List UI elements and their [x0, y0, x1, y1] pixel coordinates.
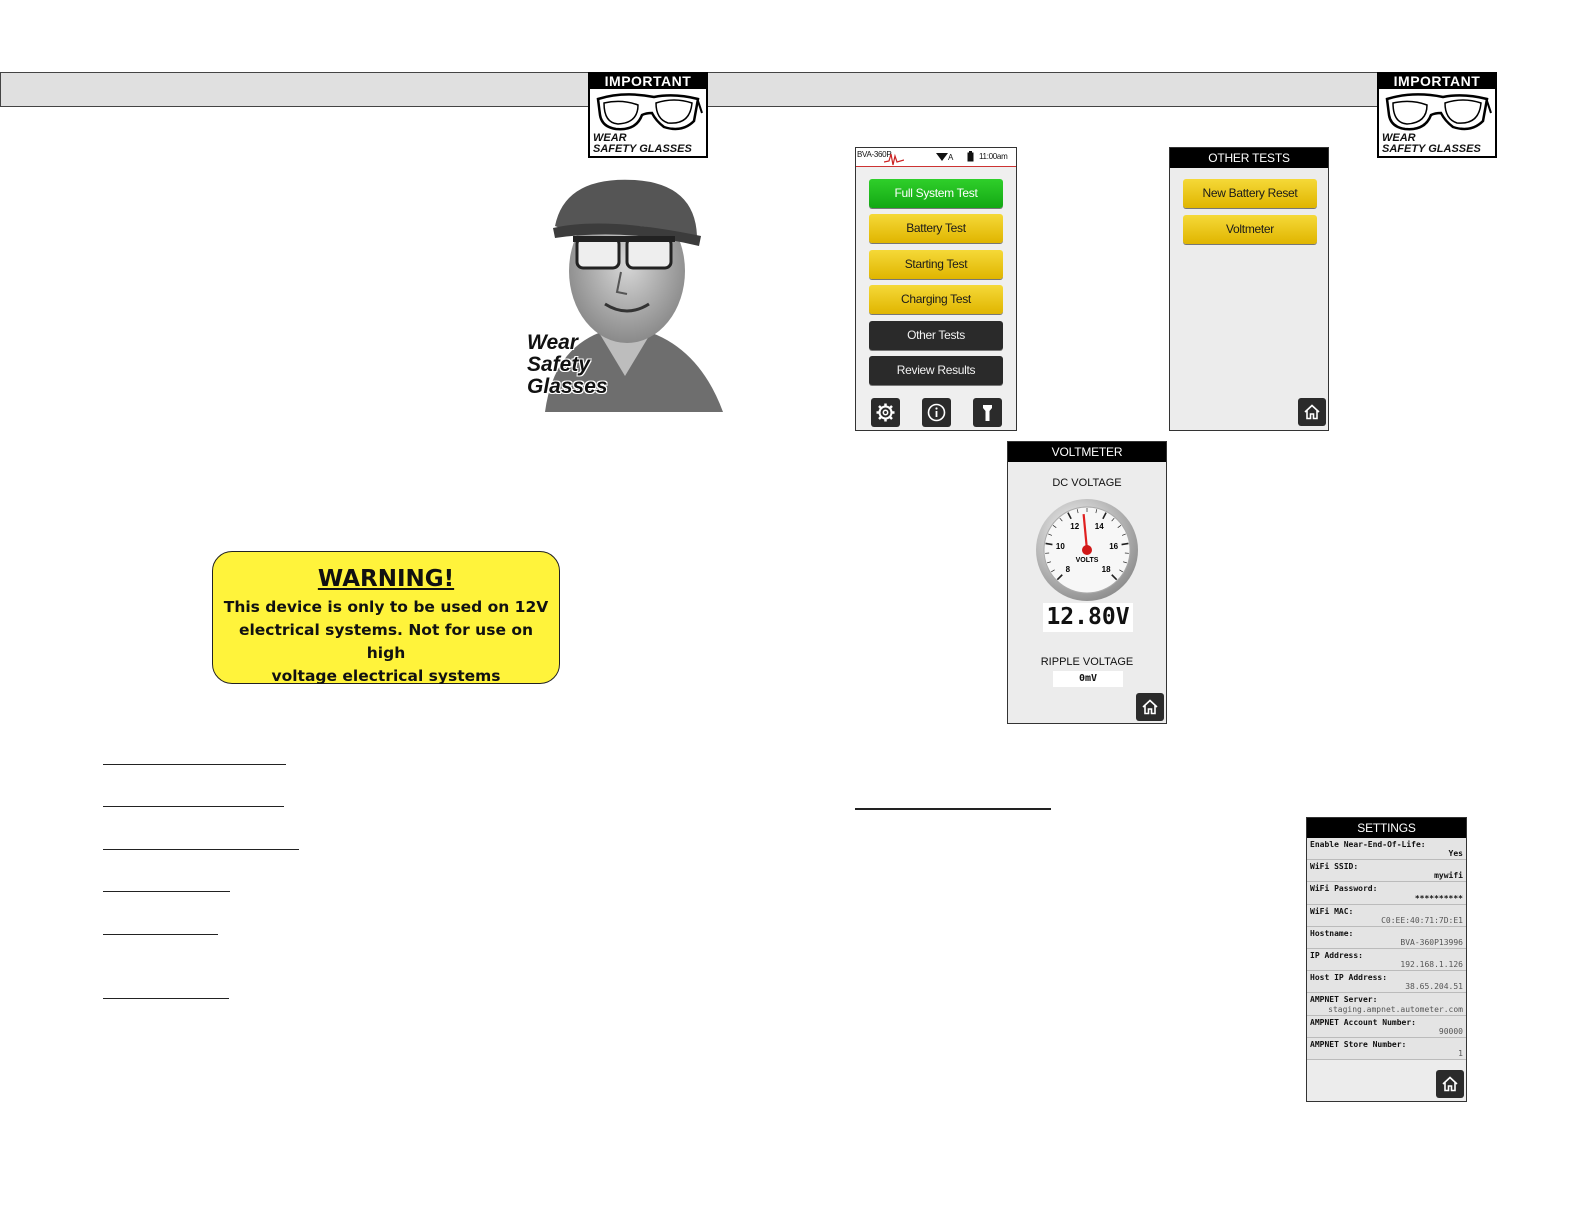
- badge-caption-line2: SAFETY GLASSES: [593, 143, 692, 155]
- badge-caption-line1: WEAR: [593, 132, 627, 144]
- battery-icon: [967, 151, 974, 162]
- voltmeter-button[interactable]: Voltmeter: [1183, 215, 1317, 244]
- badge-caption-line1: WEAR: [1382, 132, 1416, 144]
- heading-underline: [103, 849, 299, 850]
- settings-row-value: **********: [1414, 893, 1463, 903]
- home-button[interactable]: [1136, 693, 1164, 721]
- gear-icon: [875, 402, 896, 423]
- settings-row-value: 90000: [1438, 1026, 1463, 1036]
- settings-row[interactable]: [1307, 1016, 1466, 1038]
- gauge-tick: [1046, 543, 1053, 544]
- wifi-letter: A: [948, 153, 954, 162]
- home-icon: [1441, 1075, 1459, 1093]
- settings-row-label: Enable Near-End-Of-Life:: [1310, 840, 1426, 849]
- settings-row-label: WiFi Password:: [1310, 884, 1378, 894]
- settings-row-value: BVA-360P13996: [1400, 937, 1463, 947]
- settings-row[interactable]: [1307, 927, 1466, 949]
- settings-row-label: Host IP Address:: [1310, 973, 1388, 983]
- settings-row-label: WiFi MAC:: [1310, 906, 1354, 916]
- settings-title: SETTINGS: [1307, 818, 1466, 838]
- safety-glasses-badge: [588, 72, 708, 158]
- settings-row[interactable]: [1307, 882, 1466, 904]
- settings-row[interactable]: [1307, 949, 1466, 971]
- warning-line1: This device is only to be used on 12V: [223, 598, 549, 616]
- settings-row-label: WiFi SSID:: [1310, 862, 1359, 872]
- charging-test-button[interactable]: Charging Test: [869, 285, 1003, 314]
- settings-row-label: IP Address:: [1310, 950, 1363, 960]
- gauge-tick-label: 14: [1094, 521, 1104, 531]
- settings-row[interactable]: [1307, 838, 1466, 860]
- warning-line2: electrical systems. Not for use on high: [238, 621, 534, 662]
- ripple-voltage-value: 0mV: [1053, 671, 1123, 687]
- settings-button[interactable]: [871, 398, 900, 427]
- gauge-tick: [1122, 543, 1129, 544]
- flashlight-button[interactable]: [973, 398, 1002, 427]
- settings-row-value: mywifi: [1434, 871, 1463, 881]
- settings-screen: [1306, 817, 1467, 1102]
- badge-caption-line2: SAFETY GLASSES: [1382, 143, 1481, 155]
- new-battery-reset-button[interactable]: New Battery Reset: [1183, 179, 1317, 208]
- gauge-tick-label: 8: [1065, 565, 1071, 575]
- settings-row[interactable]: [1307, 905, 1466, 927]
- other-tests-title: OTHER TESTS: [1170, 148, 1328, 168]
- heading-underline: [103, 806, 284, 807]
- dc-voltage-label: DC VOLTAGE: [1052, 477, 1122, 489]
- safety-glasses-icon: [1383, 91, 1493, 135]
- pulse-logo-icon: [884, 152, 904, 166]
- settings-row-value: Yes: [1448, 849, 1463, 859]
- settings-list: [1307, 838, 1466, 1060]
- settings-row-label: AMPNET Account Number:: [1310, 1017, 1416, 1027]
- settings-row[interactable]: [1307, 860, 1466, 882]
- status-bar: [856, 148, 1016, 167]
- settings-row-value: staging.ampnet.autometer.com: [1328, 1004, 1463, 1014]
- gauge-unit-label: VOLTS: [1075, 557, 1099, 564]
- battery-test-button[interactable]: Battery Test: [869, 214, 1003, 243]
- voltmeter-title: VOLTMETER: [1008, 442, 1166, 462]
- warning-body: [213, 596, 559, 688]
- wifi-icon: [936, 152, 948, 162]
- model-label: BVA-360P: [857, 150, 892, 159]
- home-button[interactable]: [1298, 398, 1326, 426]
- warning-line3: voltage electrical systems: [271, 667, 501, 685]
- info-icon: [926, 402, 947, 423]
- safety-glasses-icon: [594, 91, 704, 135]
- heading-underline: [855, 808, 1051, 810]
- settings-row-value: C0:EE:40:71:7D:E1: [1381, 915, 1463, 925]
- home-button[interactable]: [1436, 1070, 1464, 1098]
- other-tests-screen: [1169, 147, 1329, 431]
- caption-line1: Wear: [527, 331, 578, 354]
- main-menu-screen: [855, 147, 1017, 431]
- full-system-test-button[interactable]: Full System Test: [869, 179, 1003, 208]
- warning-box: [212, 551, 560, 684]
- flashlight-icon: [977, 402, 998, 423]
- settings-row-value: 1: [1458, 1048, 1463, 1058]
- starting-test-button[interactable]: Starting Test: [869, 250, 1003, 279]
- info-button[interactable]: [922, 398, 951, 427]
- home-icon: [1141, 698, 1159, 716]
- gauge-tick-label: 12: [1070, 521, 1080, 531]
- settings-row-value: 38.65.204.51: [1405, 982, 1463, 992]
- gauge-hub: [1082, 545, 1092, 555]
- person-caption: [527, 332, 608, 398]
- gauge-tick-label: 10: [1055, 541, 1065, 551]
- heading-underline: [103, 998, 229, 999]
- settings-row-label: AMPNET Server:: [1310, 995, 1378, 1005]
- heading-underline: [103, 891, 230, 892]
- heading-underline: [103, 764, 286, 765]
- home-icon: [1303, 403, 1321, 421]
- caption-line3: Glasses: [527, 375, 608, 398]
- ripple-voltage-label: RIPPLE VOLTAGE: [1040, 656, 1134, 668]
- section-header-bar: [0, 72, 1497, 107]
- settings-row-label: AMPNET Store Number:: [1310, 1039, 1407, 1049]
- dc-voltage-value: 12.80V: [1043, 603, 1133, 632]
- badge-caption: [593, 133, 692, 155]
- settings-row[interactable]: [1307, 971, 1466, 993]
- gauge-tick-label: 18: [1101, 565, 1111, 575]
- voltmeter-screen: [1007, 441, 1167, 724]
- caption-line2: Safety: [527, 353, 591, 376]
- settings-row[interactable]: [1307, 1038, 1466, 1060]
- safety-glasses-badge-right: [1377, 72, 1497, 158]
- other-tests-button[interactable]: Other Tests: [869, 321, 1003, 350]
- gauge-tick-label: 16: [1109, 541, 1119, 551]
- settings-row[interactable]: [1307, 993, 1466, 1015]
- heading-underline: [103, 934, 218, 935]
- badge-caption: [1382, 133, 1481, 155]
- badge-title: IMPORTANT: [590, 74, 706, 89]
- voltage-gauge: [1035, 498, 1139, 602]
- warning-title: WARNING!: [317, 566, 455, 592]
- settings-row-label: Hostname:: [1310, 928, 1354, 938]
- badge-title: IMPORTANT: [1379, 74, 1495, 89]
- review-results-button[interactable]: Review Results: [869, 356, 1003, 385]
- clock: 11:00am: [979, 152, 1008, 161]
- settings-row-value: 192.168.1.126: [1400, 960, 1463, 970]
